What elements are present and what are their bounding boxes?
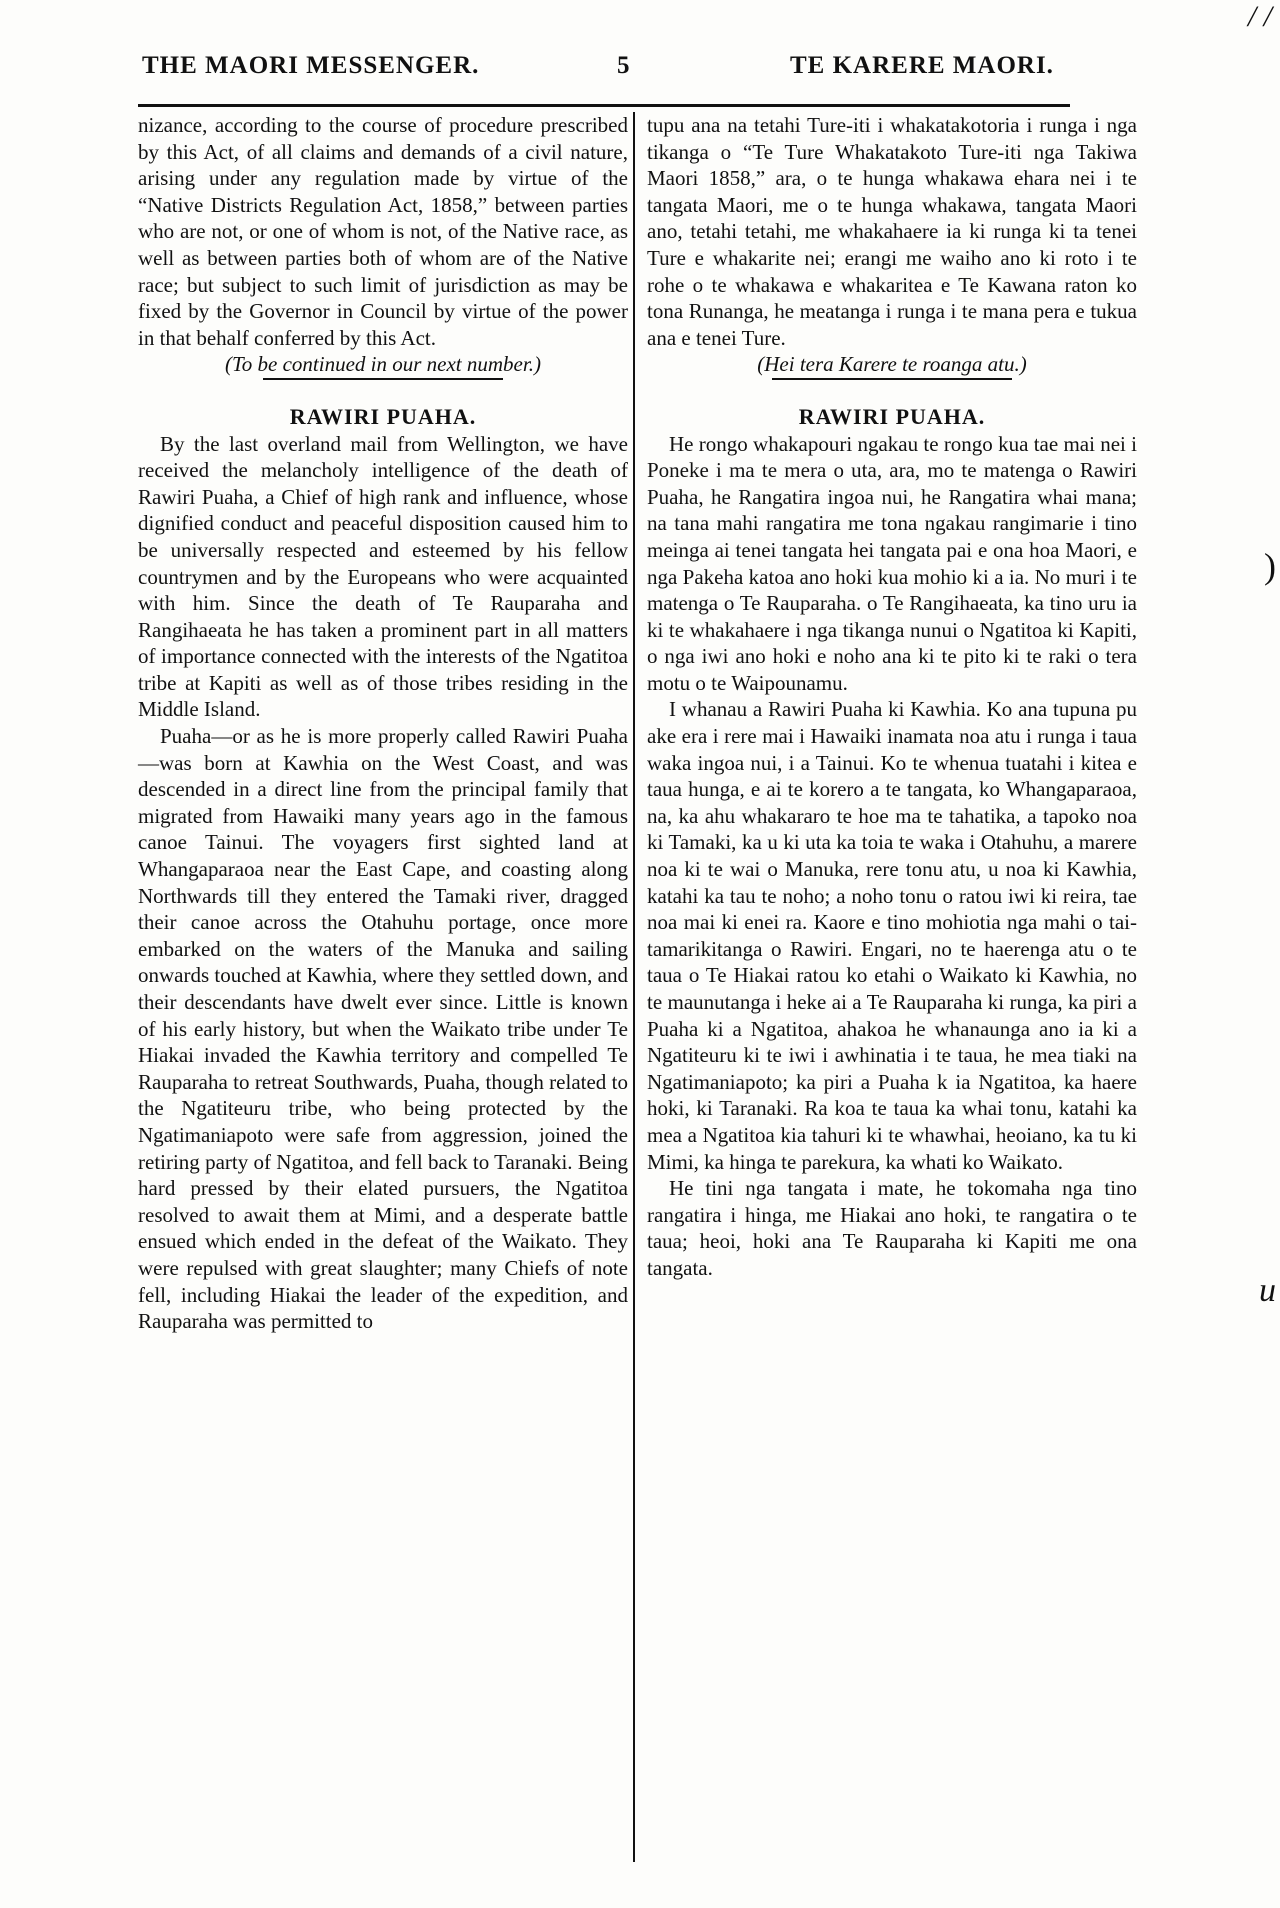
header-maori-title: TE KARERE MAORI. (790, 52, 1054, 79)
maori-paragraph: He tini nga tangata i mate, he tokomaha nga tino rangatira i hinga, me Hiakai ano hoki, te rangatira o te taua; heoi, hoki ana Te Rauparaha ki Kapiti me ona tangata. (647, 1176, 1137, 1280)
section-rule (263, 378, 503, 380)
maori-continued-note: (Hei tera Karere te roanga atu.) (757, 352, 1027, 377)
page-number: 5 (617, 52, 631, 79)
english-intro-paragraph: nizance, according to the course of procedure prescribed by this Act, of all claims and demands of a civil nature, arising under any regulation made by virtue of the “Native Districts Regulation Act, 1858,” between parties who are not, or one of whom is not, of the Native race, as well as between parties both of whom are of the Native race; but subject to such limit of jurisdiction as may be fixed by the Governor in Council by virtue of the power in that behalf conferred by this Act. (138, 113, 628, 350)
english-article-heading: RAWIRI PUAHA. (289, 403, 477, 429)
margin-scribble-mark: u (1259, 1272, 1276, 1309)
section-rule (772, 378, 1012, 380)
english-column (138, 112, 628, 1335)
column-divider (633, 112, 635, 1862)
margin-bracket-mark: ) (1264, 546, 1276, 586)
english-paragraph: By the last overland mail from Wellington, we have received the melancholy intelligence of the death of Rawiri Puaha, a Chief of high rank and influence, whose dignified conduct and peaceful disposition caused him to be universally respected and esteemed by his fellow countrymen and by the Europeans who were acquainted with him. Since the death of Te Rauparaha and Rangihaeata he has taken a prominent part in all matters of importance connected with the interests of the Ngatitoa tribe at Kapiti as well as of those tribes residing in the Middle Island. (138, 431, 628, 722)
header-english-title: THE MAORI MESSENGER. (142, 52, 480, 79)
english-continued-note: (To be continued in our next number.) (225, 352, 541, 377)
maori-intro-paragraph: tupu ana na tetahi Ture-iti i whakatakotoria i runga i nga tikanga o “Te Ture Whakatakoto Ture-iti nga Takiwa Maori 1858,” ara, o te hunga whakawa ehara nei i te tangata Maori, me o te hunga whakawa, tangata Maori ano, tetahi tetahi, me whakahaere ia ki runga ki ta tenei Ture e whakarite nei; erangi me waiho ano ki roto i te rohe o te whakawa e whakaritea e Te Kawana raton ko tona Runanga, he meatanga i runga i te mana pera e tukua ana e tenei Ture. (647, 113, 1137, 350)
maori-paragraph: He rongo whakapouri ngakau te rongo kua tae mai nei i Poneke i ma te mera o uta, ara, mo te matenga o Rawiri Puaha, he Rangatira ingoa nui, he Rangatira whai mana; na tana mahi rangatira me tona ngakau rangimarie i tino meinga ai tenei tangata hei tangata pai e ona hoa Maori, e nga Pakeha katoa ano hoki kua mohio ki a ia. No muri i te matenga o Te Rauparaha. o Te Rangihaeata, ka tino uru ia ki te whakahaere i nga tikanga nunui o Ngatitoa ki Kapiti, o nga iwi ano hoki e noho ana ki te pito ki te raki o tera motu o te Waipounamu. (647, 431, 1137, 695)
corner-handwriting: / / (1247, 0, 1272, 33)
page-header (0, 44, 1280, 94)
english-paragraph: Puaha—or as he is more properly called Rawiri Puaha—was born at Kawhia on the West Coast, and was descended in a direct line from the principal family that migrated from Hawaiki many years ago in the famous canoe Tainui. The voyagers first sighted land at Whangaparaoa near the East Cape, and coasting along Northwards till they entered the Tamaki river, dragged their canoe across the Otahuhu portage, once more embarked on the waters of the Manuka and sailing onwards touched at Kawhia, where they settled down, and their descendants have dwelt ever since. Little is known of his early history, but when the Waikato tribe under Te Hiakai invaded the Kawhia territory and compelled Te Rauparaha to retreat Southwards, Puaha, though related to the Ngatiteuru tribe, who being protected by the Ngatimaniapoto were safe from aggression, joined the retiring party of Ngatitoa, and fell back to Taranaki. Being hard pressed by their elated pursuers, the Ngatitoa resolved to await them at Mimi, and a desperate battle ensued which ended in the defeat of the Waikato. They were repulsed with great slaughter; many Chiefs of note fell, including Hiakai the leader of the expedition, and Rauparaha was permitted to (138, 724, 628, 1334)
header-rule (138, 104, 1070, 107)
maori-column (647, 112, 1137, 1282)
maori-article-heading: RAWIRI PUAHA. (798, 403, 986, 429)
maori-paragraph: I whanau a Rawiri Puaha ki Kawhia. Ko ana tupuna pu ake era i rere mai i Hawaiki inamata noa atu i runga i taua waka ingoa nui, i a Tainui. Ko te whenua tuatahi i kitea e taua hunga, e ai te korero a te tangata, ko Whangaparaoa, na, ka ahu whakararo te hoe ma te tahatika, a tapoko noa ki Tamaki, ka u ki uta ka toia te waka i Otahuhu, a marere noa ki te wai o Manuka, rere tonu atu, u noa ki Kawhia, katahi ka tau te noho; a noho tonu o ratou iwi ki reira, tae noa mai ki enei ra. Kaore e tino mohiotia nga mahi o tai-tamarikitanga o Rawiri. Engari, no te haerenga atu o te taua o Te Hiakai ratou ko etahi o Waikato ki Kawhia, no te maunutanga i heke ai a Te Rauparaha ki runga, ka piri a Puaha ki a Ngatitoa, ahakoa he whanaunga ano ia ki a Ngatiteuru ki te iwi i awhinatia i te taua, he mea tiaki na Ngatimaniapoto; ka piri a Puaha k ia Ngatitoa, ka haere hoki, ki Taranaki. Ra koa te taua ka whai tonu, katahi ka mea a Ngatitoa kia tahuri ki te whawhai, heoiano, ka tu ki Mimi, ka hinga te parekura, ka whati ko Waikato. (647, 697, 1137, 1174)
